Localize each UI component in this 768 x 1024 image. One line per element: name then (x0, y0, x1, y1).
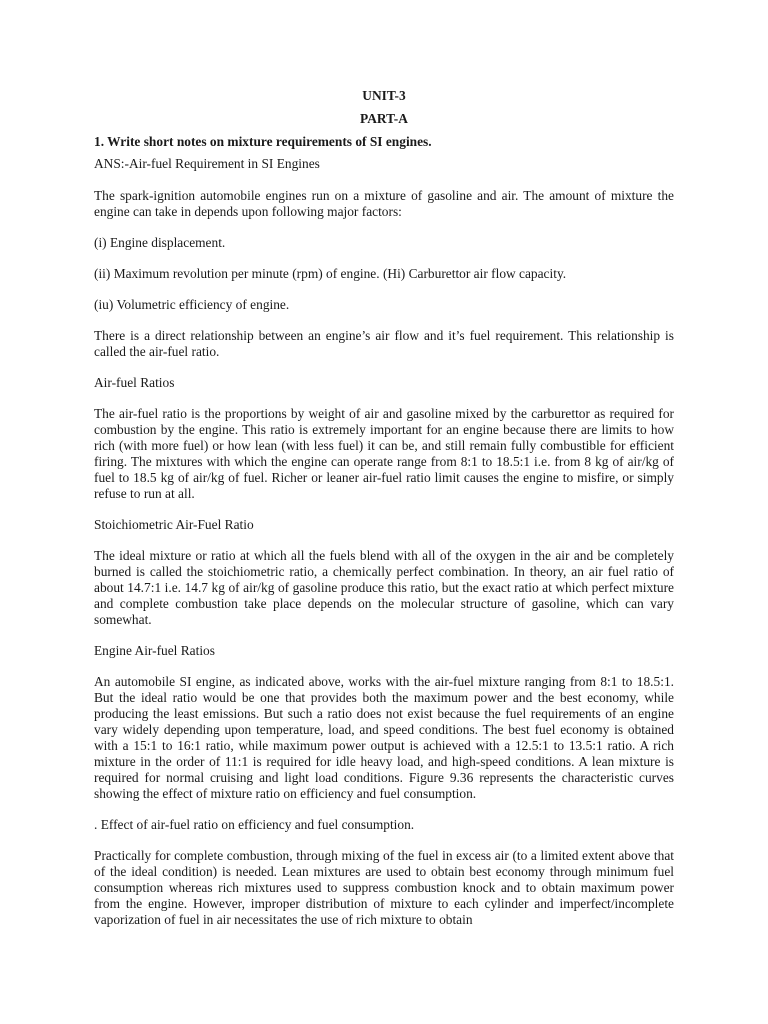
section-heading: Engine Air-fuel Ratios (94, 643, 215, 658)
section-body: The air-fuel ratio is the proportions by weight of air and gasoline mixed by the carburettor as required for combustion by the engine. This ratio is extremely important for an engine because there are limits to how rich (with more fuel) or how lean (with less fuel) it can be, and still remain fully combustible for efficient firing. The mixtures with which the engine can operate range from 8:1 to 18.5:1 i.e. from 8 kg of air/kg of fuel to 18.5 kg of air/kg of fuel. Richer or leaner air-fuel ratio limit causes the engine to misfire, or simply refuse to run at all. (94, 406, 674, 501)
section-heading: Stoichiometric Air-Fuel Ratio (94, 517, 254, 532)
figure-caption: . Effect of air-fuel ratio on efficiency and fuel consumption. (94, 817, 415, 832)
relationship-paragraph: There is a direct relationship between an engine’s air flow and it’s fuel requirement. This relationship is called the air-fuel ratio. (94, 328, 674, 359)
closing-paragraph: Practically for complete combustion, through mixing of the fuel in excess air (to a limited extent above that of the ideal condition) is needed. Lean mixtures are used to obtain best economy through minimum fuel consumption whereas rich mixtures used to suppress combustion knock and to obtain maximum power from the engine. However, improper distribution of mixture to each cylinder and imperfect/incomplete vaporization of fuel in air necessitates the use of rich mixture to obtain (94, 848, 674, 927)
section-body: An automobile SI engine, as indicated above, works with the air-fuel mixture ranging from 8:1 to 18.5:1. But the ideal ratio would be one that provides both the maximum power and the best economy, while producing the least emissions. But such a ratio does not exist because the fuel requirements of an engine vary widely depending upon temperature, load, and speed conditions. The best fuel economy is obtained with a 15:1 to 16:1 ratio, while maximum power output is achieved with a 12.5:1 to 13.5:1 ratio. A rich mixture in the order of 11:1 is required for idle heavy load, and high-speed conditions. A lean mixture is required for normal cruising and light load conditions. Figure 9.36 represents the characteristic curves showing the effect of mixture ratio on efficiency and fuel consumption. (94, 674, 674, 801)
section-heading: Air-fuel Ratios (94, 375, 175, 390)
intro-paragraph: The spark-ignition automobile engines run on a mixture of gasoline and air. The amount of mixture the engine can take in depends upon following major factors: (94, 188, 674, 219)
section-body: The ideal mixture or ratio at which all the fuels blend with all of the oxygen in the air and be completely burned is called the stoichiometric ratio, a chemically perfect combination. In theory, an air fuel ratio of about 14.7:1 i.e. 14.7 kg of air/kg of gasoline produce this ratio, but the exact ratio at which perfect mixture and complete combustion take place depends on the molecular structure of gasoline, which can vary somewhat. (94, 548, 674, 627)
document-content (94, 88, 674, 943)
factor-item: (ii) Maximum revolution per minute (rpm) of engine. (Hi) Carburettor air flow capacity. (94, 266, 567, 281)
factor-item: (iu) Volumetric efficiency of engine. (94, 297, 290, 312)
answer-heading: ANS:-Air-fuel Requirement in SI Engines (94, 156, 320, 171)
part-title: PART-A (360, 111, 408, 126)
question-heading: 1. Write short notes on mixture requirements of SI engines. (94, 134, 432, 149)
factor-item: (i) Engine displacement. (94, 235, 226, 250)
unit-title: UNIT-3 (362, 88, 406, 103)
